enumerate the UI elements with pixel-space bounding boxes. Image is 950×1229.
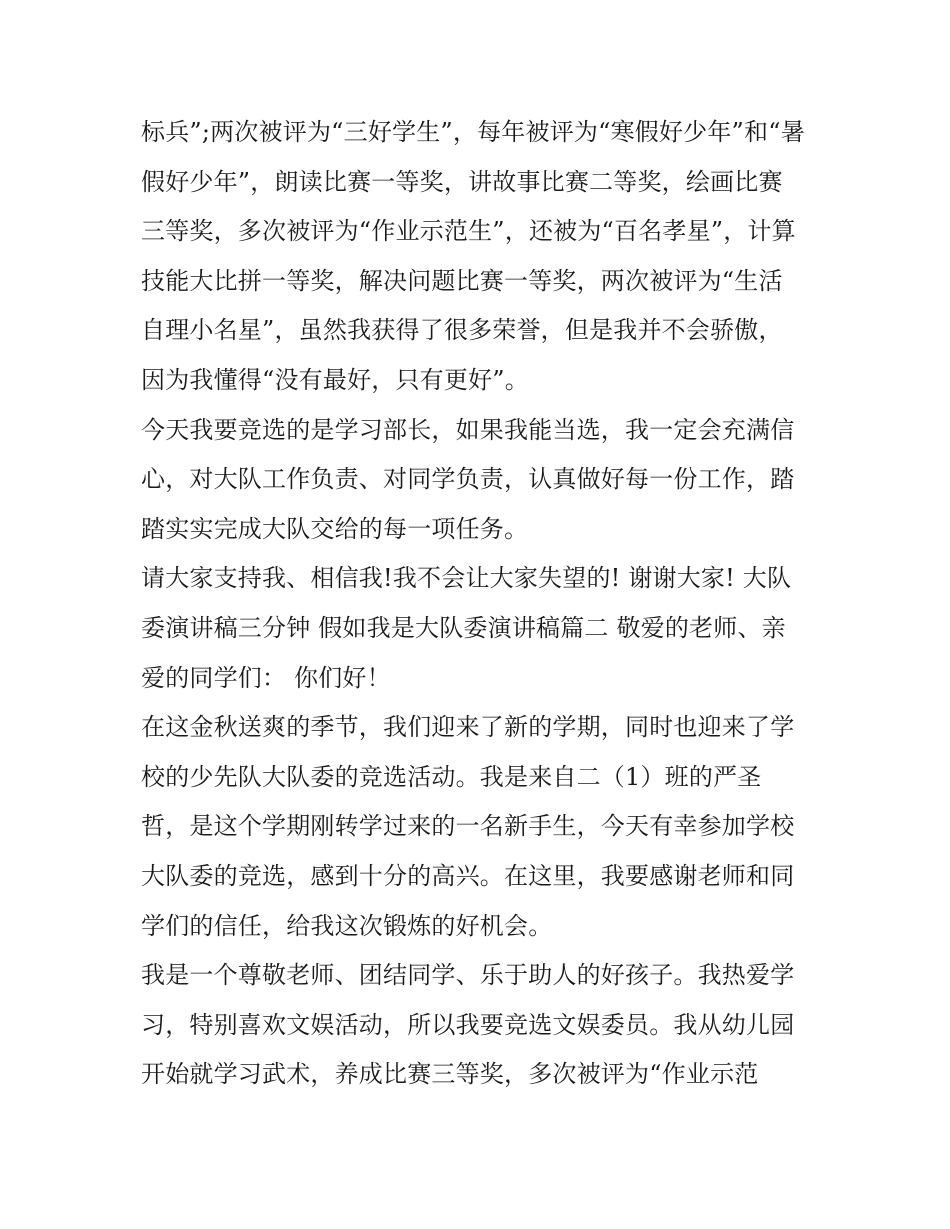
- text-line-14: 校的少先队大队委的竞选活动。我是来自二（1）班的严圣: [141, 762, 762, 791]
- text-line-1: 标兵”;两次被评为“三好学生”，每年被评为“寒假好少年”和“暑: [141, 118, 805, 146]
- text-line-4: 技能大比拼一等奖，解决问题比赛一等奖，两次被评为“生活: [141, 266, 783, 295]
- text-line-5: 自理小名星”，虽然我获得了很多荣誉，但是我并不会骄傲，: [141, 316, 783, 345]
- text-line-3: 三等奖，多次被评为“作业示范生”，还被为“百名孝星”，计算: [141, 217, 796, 246]
- text-line-17: 学们的信任，给我这次锻炼的好机会。: [141, 911, 553, 940]
- text-line-9: 踏实实完成大队交给的每一项任务。: [141, 514, 529, 543]
- text-line-20: 开始就学习武术，养成比赛三等奖，多次被评为“作业示范: [141, 1060, 759, 1089]
- text-line-10: 请大家支持我、相信我!我不会让大家失望的! 谢谢大家! 大队: [141, 564, 792, 593]
- text-line-15: 哲，是这个学期刚转学过来的一名新手生，今天有幸参加学校: [141, 812, 795, 841]
- text-line-8: 心，对大队工作负责、对同学负责，认真做好每一份工作，踏: [141, 465, 795, 494]
- text-line-11: 委演讲稿三分钟 假如我是大队委演讲稿篇二 敬爱的老师、亲: [141, 613, 786, 642]
- text-line-2: 假好少年”，朗读比赛一等奖，讲故事比赛二等奖，绘画比赛: [141, 167, 783, 196]
- text-line-16: 大队委的竞选，感到十分的高兴。在这里，我要感谢老师和同: [141, 861, 795, 890]
- document-body: [141, 108, 821, 1100]
- text-line-7: 今天我要竞选的是学习部长，如果我能当选，我一定会充满信: [141, 415, 795, 444]
- text-line-6: 因为我懂得“没有最好，只有更好”。: [141, 365, 529, 394]
- text-line-13: 在这金秋送爽的季节，我们迎来了新的学期，同时也迎来了学: [141, 713, 795, 742]
- text-line-12: 爱的同学们： 你们好！: [141, 663, 391, 692]
- text-line-19: 习，特别喜欢文娱活动，所以我要竞选文娱委员。我从幼儿园: [141, 1010, 795, 1039]
- text-line-18: 我是一个尊敬老师、团结同学、乐于助人的好孩子。我热爱学: [141, 961, 795, 990]
